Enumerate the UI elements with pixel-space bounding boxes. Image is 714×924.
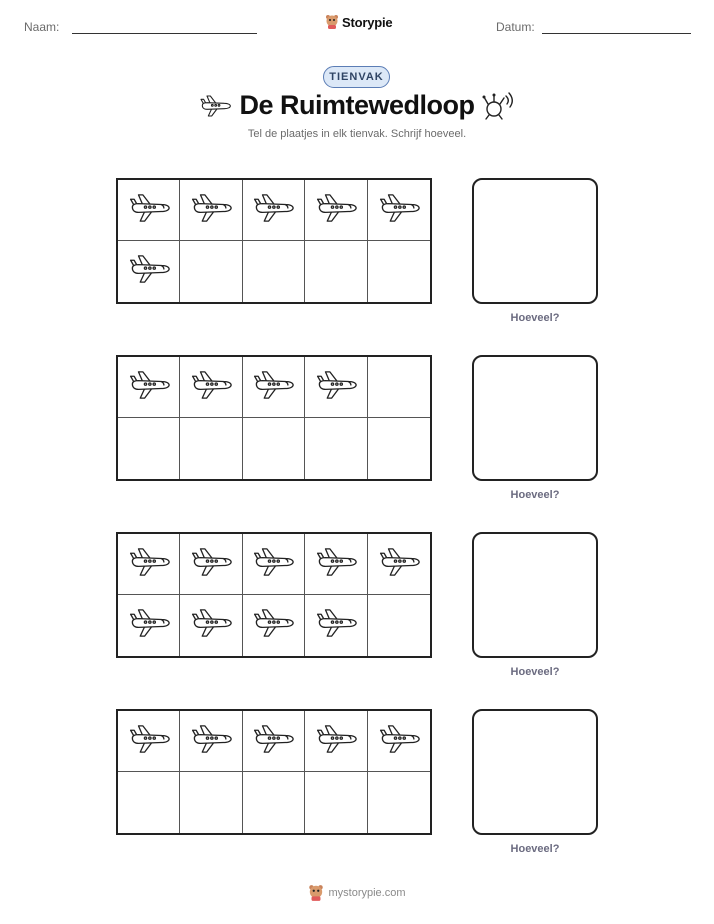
ten-frame (116, 178, 432, 304)
airplane-icon (190, 723, 232, 760)
answer-label: Hoeveel? (510, 666, 560, 678)
airplane-icon (190, 546, 232, 583)
ten-frame-cell (243, 180, 305, 241)
ten-frame-cell (118, 241, 180, 302)
airplane-icon (252, 723, 294, 760)
ten-frame-cell (305, 180, 367, 241)
ten-frame-cell (180, 534, 242, 595)
airplane-icon (128, 369, 170, 406)
answer-label: Hoeveel? (510, 312, 560, 324)
answer-box[interactable] (472, 178, 598, 304)
airplane-icon (128, 546, 170, 583)
ten-frame-cell (368, 534, 430, 595)
ten-frame-cell (118, 595, 180, 656)
ten-frame-cell (180, 595, 242, 656)
answer-box[interactable] (472, 355, 598, 481)
instructions: Tel de plaatjes in elk tienvak. Schrijf hoeveel. (247, 128, 467, 140)
airplane-icon (128, 607, 170, 644)
ten-frame-cell (305, 357, 367, 418)
airplane-icon (378, 546, 420, 583)
airplane-icon (190, 607, 232, 644)
ten-frame-cell (118, 418, 180, 479)
ten-frame-cell (118, 180, 180, 241)
ten-frame-cell (118, 772, 180, 833)
airplane-icon (190, 192, 232, 229)
ten-frame (116, 355, 432, 481)
ten-frame-cell (368, 180, 430, 241)
name-label: Naam: (24, 20, 60, 34)
ten-frame-cell (368, 711, 430, 772)
ten-frame-cell (305, 418, 367, 479)
ten-frame-cell (243, 357, 305, 418)
ten-frame-cell (118, 711, 180, 772)
airplane-icon (378, 723, 420, 760)
ten-frame-cell (305, 772, 367, 833)
footer-url: mystorypie.com (328, 887, 406, 899)
ten-frame-cell (243, 241, 305, 302)
airplane-icon (252, 369, 294, 406)
satellite-icon (482, 92, 516, 120)
ten-frame-cell (243, 418, 305, 479)
airplane-icon (190, 369, 232, 406)
ten-frame-cell (243, 595, 305, 656)
ten-frame-cell (305, 534, 367, 595)
airplane-icon (315, 723, 357, 760)
ten-frame-cell (118, 357, 180, 418)
ten-frame-cell (368, 595, 430, 656)
airplane-icon (128, 253, 170, 290)
answer-label: Hoeveel? (510, 489, 560, 501)
brand-name: Storypie (342, 14, 393, 30)
answer-box[interactable] (472, 532, 598, 658)
ten-frame-cell (243, 711, 305, 772)
ten-frame-cell (243, 772, 305, 833)
storypie-mascot-icon (325, 14, 339, 30)
page-title: De Ruimtewedloop (239, 90, 475, 120)
worksheet-type-badge: TIENVAK (323, 66, 390, 88)
ten-frame-cell (368, 241, 430, 302)
ten-frame-cell (305, 711, 367, 772)
airplane-icon (315, 369, 357, 406)
ten-frame-cell (243, 534, 305, 595)
ten-frame-cell (368, 418, 430, 479)
ten-frame-cell (305, 241, 367, 302)
answer-box[interactable] (472, 709, 598, 835)
airplane-icon (378, 192, 420, 229)
ten-frame-cell (180, 241, 242, 302)
airplane-icon (315, 607, 357, 644)
airplane-icon (128, 192, 170, 229)
airplane-icon (252, 607, 294, 644)
ten-frame (116, 532, 432, 658)
ten-frame-cell (368, 357, 430, 418)
ten-frame-cell (180, 711, 242, 772)
name-line (72, 33, 257, 34)
airplane-icon (128, 723, 170, 760)
ten-frame-cell (305, 595, 367, 656)
ten-frame-cell (368, 772, 430, 833)
airplane-icon (315, 546, 357, 583)
date-label: Datum: (496, 20, 535, 34)
date-line (542, 33, 691, 34)
ten-frame-cell (180, 357, 242, 418)
airplane-icon (252, 546, 294, 583)
ten-frame-cell (180, 418, 242, 479)
ten-frame (116, 709, 432, 835)
storypie-mascot-icon (308, 884, 324, 902)
answer-label: Hoeveel? (510, 843, 560, 855)
ten-frame-cell (180, 180, 242, 241)
brand-logo (325, 14, 392, 30)
airplane-icon (315, 192, 357, 229)
footer (0, 884, 714, 902)
ten-frame-cell (180, 772, 242, 833)
ten-frame-cell (118, 534, 180, 595)
airplane-icon (252, 192, 294, 229)
